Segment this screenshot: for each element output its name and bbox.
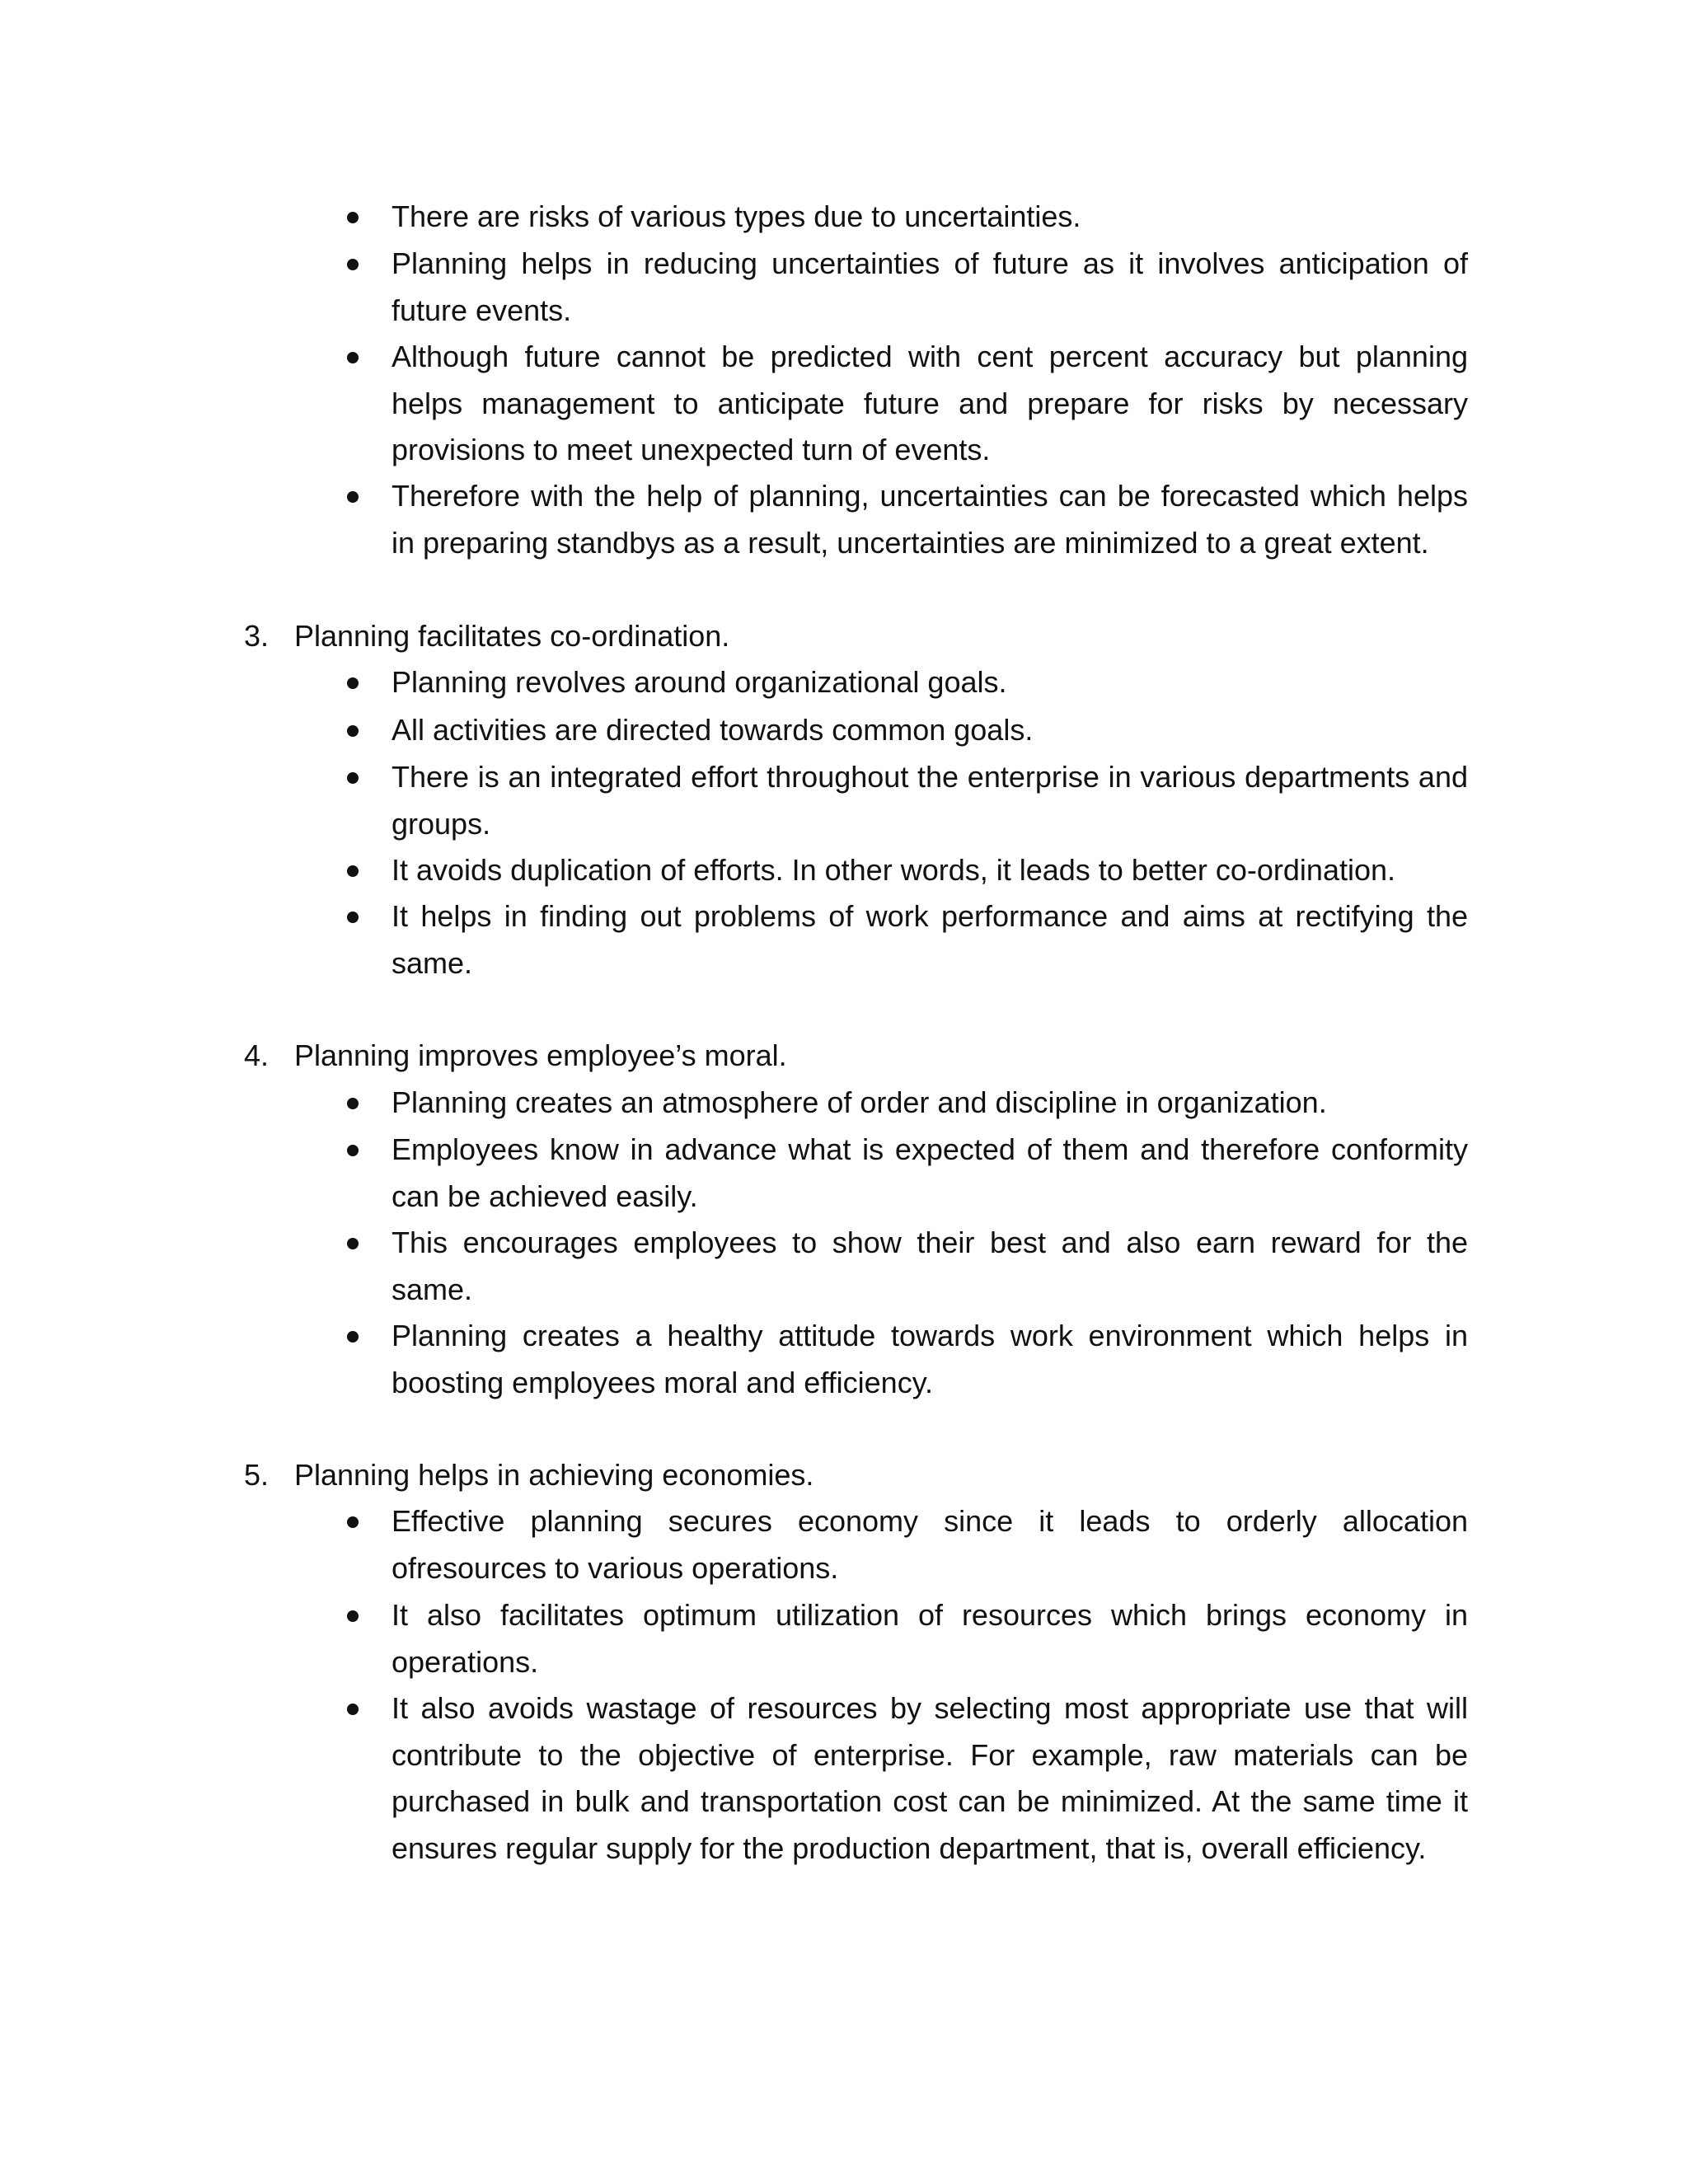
bullet-text: Planning helps in reducing uncertainties of future as it involves anticipation of future events. xyxy=(392,246,1468,327)
bullet-icon xyxy=(347,1704,359,1715)
bullet-text: All activities are directed towards common goals. xyxy=(392,713,1034,747)
section-title: Planning helps in achieving economies. xyxy=(294,1458,814,1492)
section-number: 3. xyxy=(244,619,270,653)
section-heading xyxy=(244,1033,1480,1079)
bullet-icon xyxy=(347,259,359,270)
bullet-icon xyxy=(347,1098,359,1109)
bullet-text: Employees know in advance what is expected of them and therefore conformity can be achieved easily. xyxy=(392,1132,1468,1213)
bullet-text: Although future cannot be predicted with cent percent accuracy but planning helps management to anticipate future and prepare for risks by necessary provisions to meet unexpected turn of events. xyxy=(392,340,1468,466)
section-heading xyxy=(244,613,1480,659)
section-title: Planning facilitates co-ordination. xyxy=(294,619,730,653)
section-number: 4. xyxy=(244,1038,270,1072)
bullet-icon xyxy=(347,212,359,223)
bullet-text: It avoids duplication of efforts. In other words, it leads to better co-ordination. xyxy=(392,853,1396,887)
bullet-icon xyxy=(347,1516,359,1528)
bullet-text: It helps in finding out problems of work performance and aims at rectifying the same. xyxy=(392,899,1468,980)
bullet-icon xyxy=(347,1610,359,1622)
section-heading xyxy=(244,1452,1480,1498)
bullet-text: It also facilitates optimum utilization of resources which brings economy in operations. xyxy=(392,1598,1468,1679)
bullet-icon xyxy=(347,1331,359,1343)
bullet-icon xyxy=(347,725,359,737)
bullet-icon xyxy=(347,912,359,923)
bullet-icon xyxy=(347,865,359,877)
bullet-text: This encourages employees to show their best and also earn reward for the same. xyxy=(392,1226,1468,1306)
bullet-text: Planning revolves around organizational goals. xyxy=(392,665,1007,699)
bullet-text: It also avoids wastage of resources by selecting most appropriate use that will contribute to the objective of enterprise. For example, raw materials can be purchased in bulk and transportation cost can be minimized. At the same time it ensures regular supply for the production department, that is, overall efficiency. xyxy=(392,1691,1468,1865)
section-number: 5. xyxy=(244,1458,270,1492)
bullet-icon xyxy=(347,1238,359,1249)
bullet-text: Planning creates a healthy attitude towards work environment which helps in boosting employees moral and efficiency. xyxy=(392,1319,1468,1399)
bullet-text: Planning creates an atmosphere of order and discipline in organization. xyxy=(392,1085,1327,1119)
bullet-text: There is an integrated effort throughout the enterprise in various departments and groups. xyxy=(392,760,1468,841)
bullet-icon xyxy=(347,491,359,503)
bullet-text: There are risks of various types due to uncertainties. xyxy=(392,199,1081,233)
bullet-icon xyxy=(347,1145,359,1156)
bullet-icon xyxy=(347,772,359,784)
bullet-text: Therefore with the help of planning, uncertainties can be forecasted which helps in preparing standbys as a result, uncertainties are minimized to a great extent. xyxy=(392,479,1468,560)
bullet-text: Effective planning secures economy since it leads to orderly allocation ofresources to various operations. xyxy=(392,1504,1468,1585)
bullet-icon xyxy=(347,352,359,363)
section-title: Planning improves employee’s moral. xyxy=(294,1038,787,1072)
bullet-icon xyxy=(347,677,359,689)
